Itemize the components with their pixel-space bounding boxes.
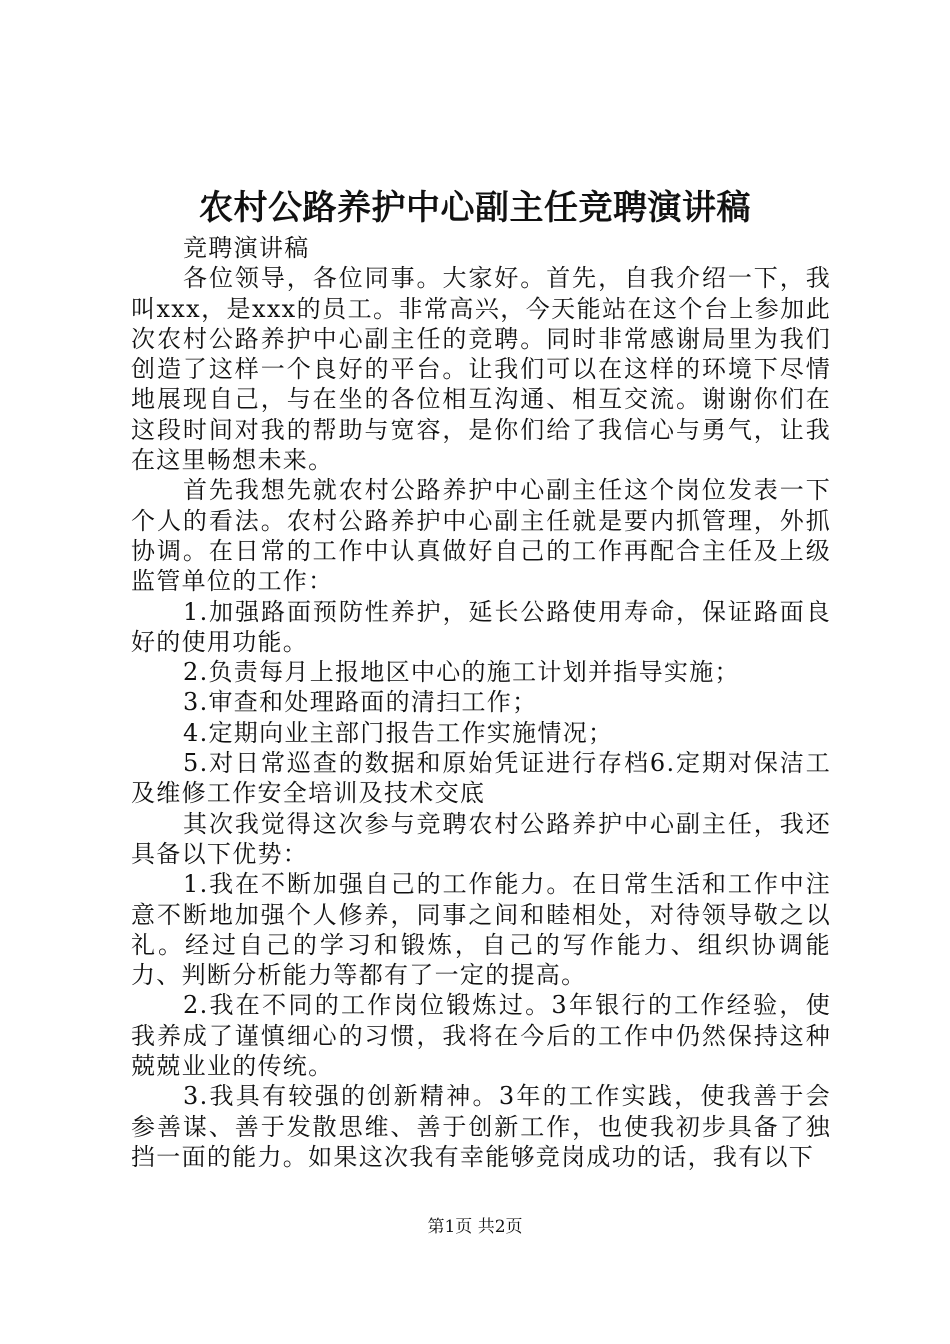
paragraph: 竞聘演讲稿 xyxy=(183,234,310,262)
paragraph: 1.加强路面预防性养护，延长公路使用寿命，保证路面良好的使用功能。 xyxy=(131,597,831,656)
paragraph: 2.负责每月上报地区中心的施工计划并指导实施； xyxy=(183,658,740,687)
paragraph: 其次我觉得这次参与竞聘农村公路养护中心副主任，我还具备以下优势： xyxy=(131,809,831,868)
page-number-footer: 第1页 共2页 xyxy=(427,1217,523,1237)
paragraph: 3.审查和处理路面的清扫工作； xyxy=(183,688,538,717)
paragraph: 4.定期向业主部门报告工作实施情况； xyxy=(183,718,614,747)
paragraph: 各位领导，各位同事。大家好。首先，自我介绍一下，我叫xxx，是xxx的员工。非常高兴，今天能站在这个台上参加此次农村公路养护中心副主任的竞聘。同时非常感谢局里为我们创造了这样一个良好的平台。让我们可以在这样的环境下尽情地展现自己，与在坐的各位相互沟通、相互交流。谢谢你们在这段时间对我的帮助与宽容，是你们给了我信心与勇气，让我在这里畅想未来。 xyxy=(131,264,831,475)
paragraph: 1.我在不断加强自己的工作能力。在日常生活和工作中注意不断地加强个人修养，同事之间和睦相处，对待领导敬之以礼。经过自己的学习和锻炼，自己的写作能力、组织协调能力、判断分析能力等都有了一定的提高。 xyxy=(131,870,831,990)
document-body xyxy=(131,233,831,1172)
document-title: 农村公路养护中心副主任竞聘演讲稿 xyxy=(199,188,751,228)
paragraph: 首先我想先就农村公路养护中心副主任这个岗位发表一下个人的看法。农村公路养护中心副主任就是要内抓管理，外抓协调。在日常的工作中认真做好自己的工作再配合主任及上级监管单位的工作： xyxy=(131,476,831,596)
paragraph: 3.我具有较强的创新精神。3年的工作实践，使我善于会参善谋、善于发散思维、善于创新工作，也使我初步具备了独挡一面的能力。如果这次我有幸能够竞岗成功的话，我有以下 xyxy=(131,1082,831,1171)
paragraph: 2.我在不同的工作岗位锻炼过。3年银行的工作经验，使我养成了谨慎细心的习惯，我将在今后的工作中仍然保持这种兢兢业业的传统。 xyxy=(131,991,831,1081)
paragraph: 5.对日常巡查的数据和原始凭证进行存档6.定期对保洁工及维修工作安全培训及技术交底 xyxy=(131,749,831,808)
